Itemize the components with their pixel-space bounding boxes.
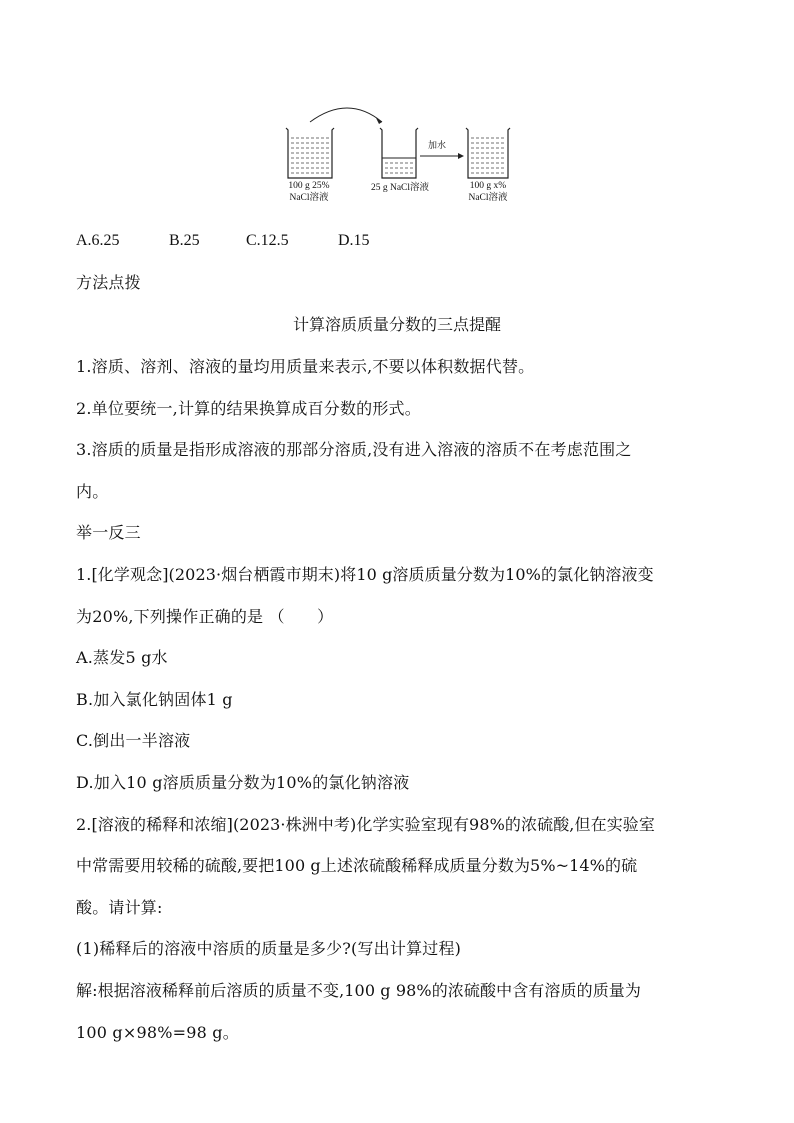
beaker-2-icon (380, 128, 418, 178)
option-b: B.25 (169, 232, 200, 249)
beaker-3-label (454, 180, 522, 204)
method-point-1: 1.溶质、溶剂、溶液的量均用质量来表示,不要以体积数据代替。 (76, 357, 535, 376)
beaker-2-label: 25 g NaCl溶液 (370, 183, 430, 193)
beaker-diagram (270, 98, 530, 218)
practice-q1-option-b: B.加入氯化钠固体1 g (76, 690, 233, 709)
practice-q1-option-a: A.蒸发5 g水 (76, 648, 168, 667)
practice-q2-line-2: 中常需要用较稀的硫酸,要把100 g上述浓硫酸稀释成质量分数为5%~14%的硫 (76, 856, 638, 875)
beaker-3-label-line1: 100 g x% (469, 181, 507, 191)
add-water-arrow-head (458, 153, 464, 159)
beaker-1-label-line1: 100 g 25% (288, 181, 330, 191)
method-title: 计算溶质质量分数的三点提醒 (292, 315, 501, 334)
practice-heading: 举一反三 (76, 523, 141, 542)
beaker-1-label (274, 180, 344, 204)
method-heading: 方法点拨 (76, 273, 141, 292)
option-a: A.6.25 (76, 232, 120, 249)
practice-q2-line-1: 2.[溶液的稀释和浓缩](2023·株洲中考)化学实验室现有98%的浓硫酸,但在实验室 (76, 815, 655, 834)
method-point-3-line-2: 内。 (76, 482, 109, 501)
practice-q1-option-d: D.加入10 g溶质质量分数为10%的氯化钠溶液 (76, 773, 410, 792)
practice-q2-line-3: 酸。请计算: (76, 898, 163, 917)
method-point-3-line-1: 3.溶质的质量是指形成溶液的那部分溶质,没有进入溶液的溶质不在考虑范围之 (76, 440, 632, 459)
beaker-3-icon (466, 128, 510, 178)
practice-q2-subquestion-1: (1)稀释后的溶液中溶质的质量是多少?(写出计算过程) (76, 939, 462, 958)
beaker-3-label-line2: NaCl溶液 (468, 193, 508, 203)
practice-q1-option-c: C.倒出一半溶液 (76, 731, 191, 750)
answer-options (76, 228, 476, 254)
practice-q2-solution-line-2: 100 g×98%=98 g。 (76, 1023, 239, 1042)
practice-q2-solution-line-1: 解:根据溶液稀释前后溶质的质量不变,100 g 98%的浓硫酸中含有溶质的质量为 (76, 981, 641, 1000)
pour-arrow-curve (310, 108, 382, 122)
beaker-1-icon (286, 128, 334, 178)
beaker-1-label-line2: NaCl溶液 (289, 193, 329, 203)
practice-q1-line-1: 1.[化学观念](2023·烟台栖霞市期末)将10 g溶质质量分数为10%的氯化钠溶液变 (76, 565, 654, 584)
option-d: D.15 (338, 232, 370, 249)
method-point-2: 2.单位要统一,计算的结果换算成百分数的形式。 (76, 399, 421, 418)
add-water-label: 加水 (428, 141, 447, 151)
practice-q1-line-2: 为20%,下列操作正确的是 （ ） (76, 607, 334, 626)
option-c: C.12.5 (246, 232, 289, 249)
